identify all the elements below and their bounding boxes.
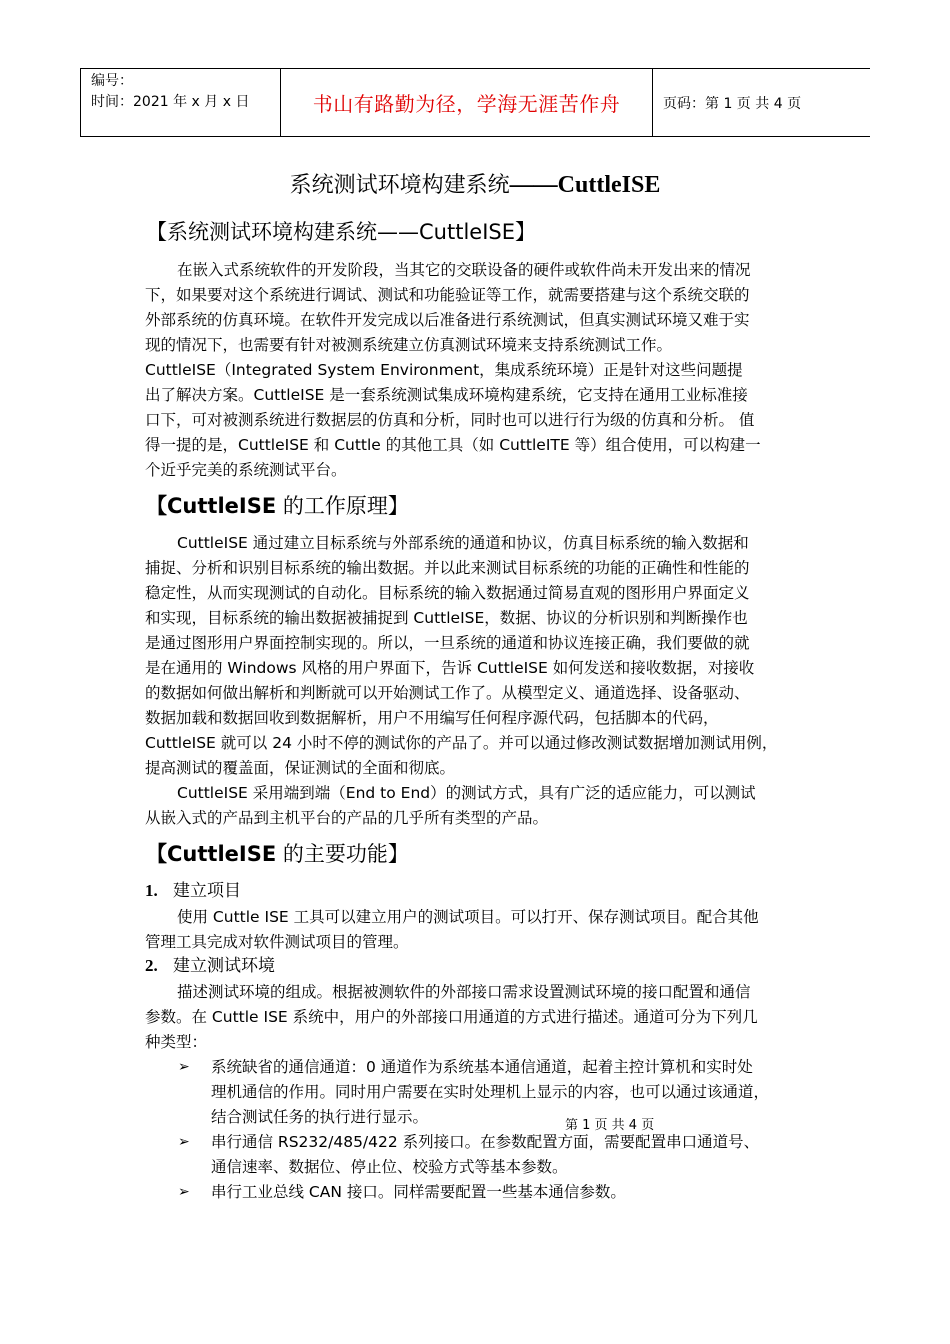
bullet-item-can [178,1180,818,1205]
bullet-item-default-channel [178,1055,818,1130]
text-line: 提高测试的覆盖面，保证测试的全面和彻底。 [145,759,456,777]
section-heading-overview: 【系统测试环境构建系统——CuttleISE】 [146,220,536,244]
arrow-bullet-icon: ➢ [178,1134,190,1150]
document-title [0,168,950,199]
bullet-item-serial [178,1130,818,1180]
text-line: 从嵌入式的产品到主机平台的产品的几乎所有类型的产品。 [145,809,549,827]
text-line: 是在通用的 Windows 风格的用户界面下，告诉 CuttleISE 如何发送和接收数据，对接收 [145,659,755,677]
text-line: 系统缺省的通信通道：0 通道作为系统基本通信通道，起着主控计算机和实时处 [211,1058,753,1076]
text-line: 在嵌入式系统软件的开发阶段，当其它的交联设备的硬件或软件尚未开发出来的情况 [177,261,751,279]
header-table [80,68,870,137]
paragraph-build-environment [145,980,825,1055]
text-line: 个近乎完美的系统测试平台。 [145,461,347,479]
text-line: 描述测试环境的组成。根据被测软件的外部接口需求设置测试环境的接口配置和通信 [177,983,751,1001]
text-line: CuttleISE 就可以 24 小时不停的测试你的产品了。并可以通过修改测试数据增加测试用例， [145,734,778,752]
text-line: 下，如果要对这个系统进行调试、测试和功能验证等工作，就需要搭建与这个系统交联的 [145,286,750,304]
header-page-cell [653,69,870,136]
text-line: 数据加载和数据回收到数据解析，用户不用编写任何程序源代码，包括脚本的代码， [145,709,719,727]
text-line: 捕捉、分析和识别目标系统的输出数据。并以此来测试目标系统的功能的正确性和性能的 [145,559,750,577]
page-info: 页码：第 1 页 共 4 页 [663,95,802,112]
text-line: CuttleISE 通过建立目标系统与外部系统的通道和协议，仿真目标系统的输入数据和 [177,534,749,552]
time-label: 时间：2021 年 x 月 x 日 [91,94,250,110]
text-line: 是通过图形用户界面控制实现的。所以，一旦系统的通道和协议连接正确，我们要做的就 [145,634,750,652]
text-line: 理机通信的作用。同时用户需要在实时处理机上显示的内容，也可以通过该通道， [211,1083,770,1101]
paragraph-create-project [145,905,825,955]
text-line: 使用 Cuttle ISE 工具可以建立用户的测试项目。可以打开、保存测试项目。配合其他 [177,908,759,926]
paragraph-principle [145,531,825,831]
title-cn: 系统测试环境构建系统 [289,173,510,198]
text-line: 口下，可对被测系统进行数据层的仿真和分析，同时也可以进行行为级的仿真和分析。 值 [145,411,755,429]
item-heading-build-environment: 2. 建立测试环境 [145,956,275,976]
text-line: 串行工业总线 CAN 接口。同样需要配置一些基本通信参数。 [211,1183,626,1201]
section-heading-principle: 【CuttleISE 的工作原理】 [146,494,409,518]
text-line: 和实现，目标系统的输出数据被捕捉到 CuttleISE，数据、协议的分析识别和判断操作也 [145,609,748,627]
text-line: 种类型： [145,1033,208,1051]
text-line: CuttleISE（Integrated System Environment，集成系统环境）正是针对这些问题提 [145,361,743,379]
paragraph-overview [145,258,825,483]
motto-text: 书山有路勤为径，学海无涯苦作舟 [312,92,621,116]
text-line: 管理工具完成对软件测试项目的管理。 [145,933,409,951]
arrow-bullet-icon: ➢ [178,1059,190,1075]
item-heading-create-project: 1. 建立项目 [145,881,241,901]
text-line: 通信速率、数据位、停止位、校验方式等基本参数。 [211,1158,568,1176]
text-line: 的数据如何做出解析和判断就可以开始测试工作了。从模型定义、通道选择、设备驱动、 [145,684,750,702]
text-line: 稳定性，从而实现测试的自动化。目标系统的输入数据通过简易直观的图形用户界面定义 [145,584,750,602]
text-line: 得一提的是，CuttleISE 和 Cuttle 的其他工具（如 CuttleITE 等）组合使用，可以构建一 [145,436,761,454]
text-line: 出了解决方案。CuttleISE 是一套系统测试集成环境构建系统，它支持在通用工业标准接 [145,386,748,404]
text-line: 串行通信 RS232/485/422 系列接口。在参数配置方面，需要配置串口通道号、 [211,1133,760,1151]
title-latin: CuttleISE [557,172,661,198]
text-line: 外部系统的仿真环境。在软件开发完成以后准备进行系统测试，但真实测试环境又难于实 [145,311,750,329]
text-line: 现的情况下，也需要有针对被测系统建立仿真测试环境来支持系统测试工作。 [145,336,673,354]
header-meta-cell [80,69,281,136]
text-line: 参数。在 Cuttle ISE 系统中，用户的外部接口用通道的方式进行描述。通道可分为下列几 [145,1008,758,1026]
arrow-bullet-icon: ➢ [178,1184,190,1200]
text-line: CuttleISE 采用端到端（End to End）的测试方式，具有广泛的适应能力，可以测试 [177,784,756,802]
header-motto-cell [281,69,653,136]
title-dash: —— [509,172,558,198]
number-label: 编号： [91,73,133,89]
section-heading-features: 【CuttleISE 的主要功能】 [146,842,409,866]
text-line: 结合测试任务的执行进行显示。 [211,1108,429,1126]
page-footer: 第 1 页 共 4 页 [565,1118,655,1133]
